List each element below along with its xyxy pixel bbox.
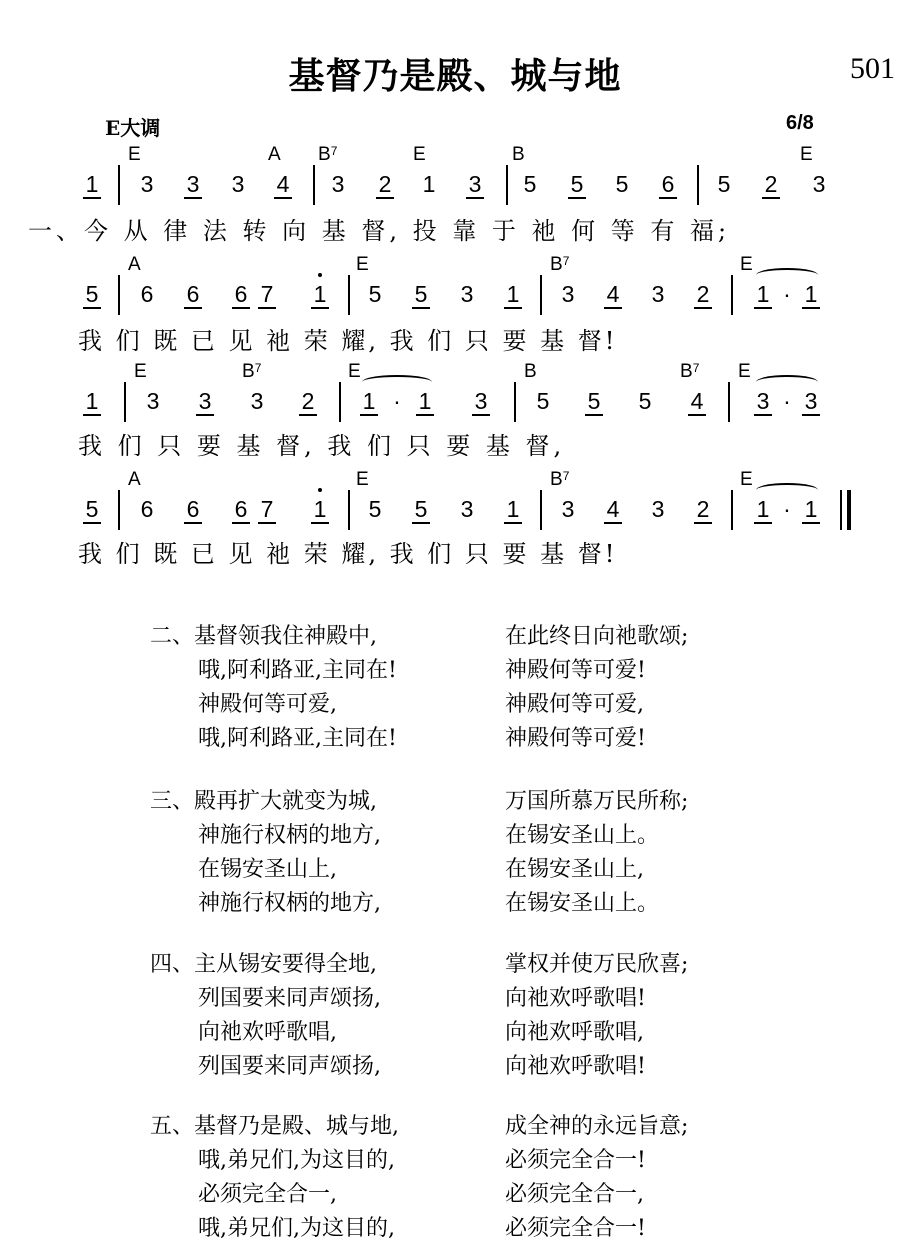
verse-line: 列国要来同声颂扬, (198, 986, 381, 1011)
note: 1 (500, 496, 526, 522)
note: 6 (180, 496, 206, 522)
chord: $B^7$ (680, 361, 700, 382)
verse-line: 在锡安圣山上, (198, 857, 337, 882)
note: 5 (564, 171, 590, 197)
page-number: 501 (850, 52, 895, 85)
bar-line (124, 382, 126, 422)
verse-3 (150, 785, 850, 925)
verse-5 (150, 1110, 850, 1250)
verse-line: 哦,阿利路亚,主同在! (198, 726, 397, 751)
note: 1 (750, 281, 776, 307)
note: 1 (798, 496, 824, 522)
chord: E (413, 144, 426, 165)
note: 3 (462, 171, 488, 197)
note: 5 (79, 281, 105, 307)
chord: $B^7$ (550, 469, 570, 490)
verse-line: 向祂欢呼歌唱! (505, 1054, 646, 1079)
note: 3 (460, 496, 474, 522)
bar-line (348, 275, 350, 315)
note: 3 (180, 171, 206, 197)
verse-line: 必须完全合一, (505, 1182, 644, 1207)
note: 3 (146, 388, 160, 414)
chord: E (740, 469, 753, 490)
note: 2 (690, 281, 716, 307)
note: 3 (231, 171, 245, 197)
note: 7 (254, 281, 280, 307)
bar-line (118, 165, 120, 205)
note: 2 (758, 171, 784, 197)
tie (756, 268, 818, 282)
verse-line: 神殿何等可爱, (198, 692, 337, 717)
note: 5 (368, 496, 382, 522)
note: 3 (140, 171, 154, 197)
chord: B (524, 361, 537, 382)
chord: E (128, 144, 141, 165)
verse-4 (150, 948, 850, 1088)
verse-line: 在锡安圣山上, (505, 857, 644, 882)
verse-line: 哦,阿利路亚,主同在! (198, 658, 397, 683)
note: 6 (228, 496, 254, 522)
verse-line: 向祂欢呼歌唱, (198, 1020, 337, 1045)
bar-line (313, 165, 315, 205)
note: 5 (717, 171, 731, 197)
note: 5 (581, 388, 607, 414)
note: 7 (254, 496, 280, 522)
verse-line: 神施行权柄的地方, (198, 891, 381, 916)
dot: · (783, 388, 791, 414)
chord: B (512, 144, 525, 165)
lyrics-line: 我 们 既 已 见 祂 荣 耀, 我 们 只 要 基 督! (78, 327, 618, 355)
note: 4 (600, 496, 626, 522)
bar-line (118, 275, 120, 315)
note: 3 (468, 388, 494, 414)
score-line-2 (0, 255, 910, 365)
verse-line: 在锡安圣山上。 (505, 891, 660, 916)
time-signature: 6/8 (786, 112, 814, 134)
note: 3 (460, 281, 474, 307)
note: 3 (812, 171, 826, 197)
key-signature: E大调 (105, 116, 161, 140)
verse-line: 成全神的永远旨意; (505, 1114, 689, 1139)
verse-line: 必须完全合一, (198, 1182, 337, 1207)
verse-line: 万国所慕万民所称; (505, 789, 689, 814)
chord: E (738, 361, 751, 382)
final-bar-thin (840, 490, 842, 530)
note: 6 (228, 281, 254, 307)
note: 6 (655, 171, 681, 197)
note: 5 (615, 171, 629, 197)
note: 3 (651, 281, 665, 307)
note: 3 (651, 496, 665, 522)
note: 1 (79, 388, 105, 414)
verse-line: 哦,弟兄们,为这目的, (198, 1148, 395, 1173)
verse-line: 二、基督领我住神殿中, (150, 624, 377, 649)
verse-line: 神殿何等可爱, (505, 692, 644, 717)
note: 5 (408, 281, 434, 307)
note: 1 (79, 171, 105, 197)
note: 3 (750, 388, 776, 414)
chord: E (740, 254, 753, 275)
bar-line (540, 275, 542, 315)
verse-line: 神施行权柄的地方, (198, 823, 381, 848)
lyrics-line: 我 们 只 要 基 督, 我 们 只 要 基 督, (78, 432, 566, 460)
chord: A (128, 254, 141, 275)
chord: $B^7$ (318, 144, 338, 165)
tie (756, 375, 818, 389)
note: 3 (561, 496, 575, 522)
bar-line (506, 165, 508, 205)
score-line-4 (0, 470, 910, 580)
lyrics-line: 我 们 既 已 见 祂 荣 耀, 我 们 只 要 基 督! (78, 540, 618, 568)
verse-line: 神殿何等可爱! (505, 658, 646, 683)
verse-line: 掌权并使万民欣喜; (505, 952, 689, 977)
note: 5 (79, 496, 105, 522)
note: 6 (180, 281, 206, 307)
note: 4 (684, 388, 710, 414)
page-title: 基督乃是殿、城与地 (288, 55, 622, 97)
chord: A (268, 144, 281, 165)
bar-line (697, 165, 699, 205)
note: 4 (270, 171, 296, 197)
verse-line: 必须完全合一! (505, 1216, 646, 1241)
note: 1 (356, 388, 382, 414)
verse-line: 神殿何等可爱! (505, 726, 646, 751)
note: 3 (192, 388, 218, 414)
note: 3 (561, 281, 575, 307)
verse-line: 哦,弟兄们,为这目的, (198, 1216, 395, 1241)
bar-line (728, 382, 730, 422)
score-line-1 (0, 145, 910, 255)
chord: E (356, 469, 369, 490)
note: 3 (331, 171, 345, 197)
chord: $B^7$ (242, 361, 262, 382)
note: 5 (536, 388, 550, 414)
bar-line (540, 490, 542, 530)
chord: E (356, 254, 369, 275)
note: 1 (307, 496, 333, 522)
bar-line (514, 382, 516, 422)
verse-line: 向祂欢呼歌唱, (505, 1020, 644, 1045)
note: 5 (368, 281, 382, 307)
verse-line: 在锡安圣山上。 (505, 823, 660, 848)
verse-line: 在此终日向祂歌颂; (505, 624, 689, 649)
note: 5 (408, 496, 434, 522)
note: 1 (798, 281, 824, 307)
note: 2 (690, 496, 716, 522)
score-line-3 (0, 362, 910, 472)
note: 6 (140, 281, 154, 307)
dot: · (783, 281, 791, 307)
bar-line (339, 382, 341, 422)
note: 5 (523, 171, 537, 197)
note: 4 (600, 281, 626, 307)
note: 5 (638, 388, 652, 414)
bar-line (731, 275, 733, 315)
tie (756, 483, 818, 497)
final-bar-thick (847, 490, 851, 530)
dot: · (393, 388, 401, 414)
bar-line (118, 490, 120, 530)
verse-line: 必须完全合一! (505, 1148, 646, 1173)
verse-line: 五、基督乃是殿、城与地, (150, 1114, 399, 1139)
bar-line (731, 490, 733, 530)
verse-line: 三、殿再扩大就变为城, (150, 789, 377, 814)
note: 2 (295, 388, 321, 414)
note: 3 (798, 388, 824, 414)
lyrics-line: 一、今 从 律 法 转 向 基 督, 投 靠 于 祂 何 等 有 福; (28, 217, 731, 245)
verse-line: 向祂欢呼歌唱! (505, 986, 646, 1011)
dot: · (783, 496, 791, 522)
note: 1 (422, 171, 436, 197)
chord: E (348, 361, 361, 382)
verse-line: 四、主从锡安要得全地, (150, 952, 377, 977)
note: 6 (140, 496, 154, 522)
chord: E (134, 361, 147, 382)
note: 1 (750, 496, 776, 522)
verse-line: 列国要来同声颂扬, (198, 1054, 381, 1079)
chord: $B^7$ (550, 254, 570, 275)
note: 1 (500, 281, 526, 307)
note: 2 (372, 171, 398, 197)
note: 1 (307, 281, 333, 307)
note: 1 (412, 388, 438, 414)
note: 3 (250, 388, 264, 414)
verse-2 (150, 620, 850, 760)
tie (362, 375, 432, 389)
chord: E (800, 144, 813, 165)
chord: A (128, 469, 141, 490)
bar-line (348, 490, 350, 530)
